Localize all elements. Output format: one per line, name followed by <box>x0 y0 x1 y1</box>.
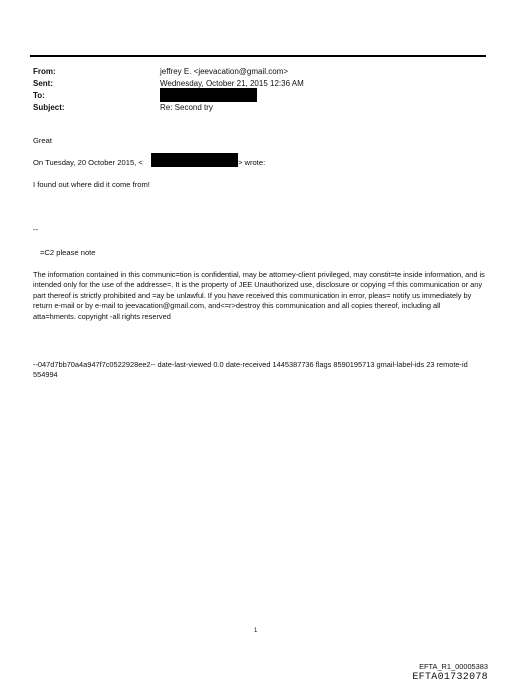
separator-text: -- <box>33 225 39 234</box>
note-line: =C2 please note <box>40 248 96 257</box>
disclaimer-paragraph: The information contained in this communic=tion is confidential, may be attorney-client privileged, may constit=te inside information, and is intended only for the use of the addresse=. It is the property of JEE Unauthorized use, disclosure or copying =f this communication or any part thereof is strictly prohibited and =ay be unlawful. If you have received this communication in error, pleas= notify us immediately by return e-mail or by e-mail to jeevacation@gmail.com, and<=r>destroy this communication and all copies thereof, including all atta=hments. copyright -all rights reserved <box>33 270 485 321</box>
subject-label: Subject: <box>33 103 65 112</box>
subject-value: Re: Second try <box>160 103 213 112</box>
bates-stamp-1: EFTA_R1_00005383 <box>419 662 488 671</box>
page-number: 1 <box>254 628 258 634</box>
sent-label: Sent: <box>33 79 53 88</box>
header-rule <box>30 55 486 57</box>
redaction-sender <box>151 153 238 167</box>
metadata-paragraph: --047d7bb70a4a947f7c0522928ee2-- date-last-viewed 0.0 date-received 1445387736 flags 8590195713 gmail-label-ids 23 remote-id 554994 <box>33 360 468 380</box>
greeting-text: Great <box>33 136 52 145</box>
sent-value: Wednesday, October 21, 2015 12:36 AM <box>160 79 304 88</box>
quote-intro-prefix: On Tuesday, 20 October 2015, < <box>33 158 143 167</box>
to-label: To: <box>33 91 45 100</box>
bates-stamp-2: EFTA01732078 <box>412 672 488 683</box>
from-value: jeffrey E. <jeevacation@gmail.com> <box>160 67 289 76</box>
redaction-to <box>160 88 257 102</box>
from-label: From: <box>33 67 56 76</box>
quoted-line: I found out where did it come from! <box>33 180 150 189</box>
quote-intro-suffix: > wrote: <box>238 158 266 167</box>
